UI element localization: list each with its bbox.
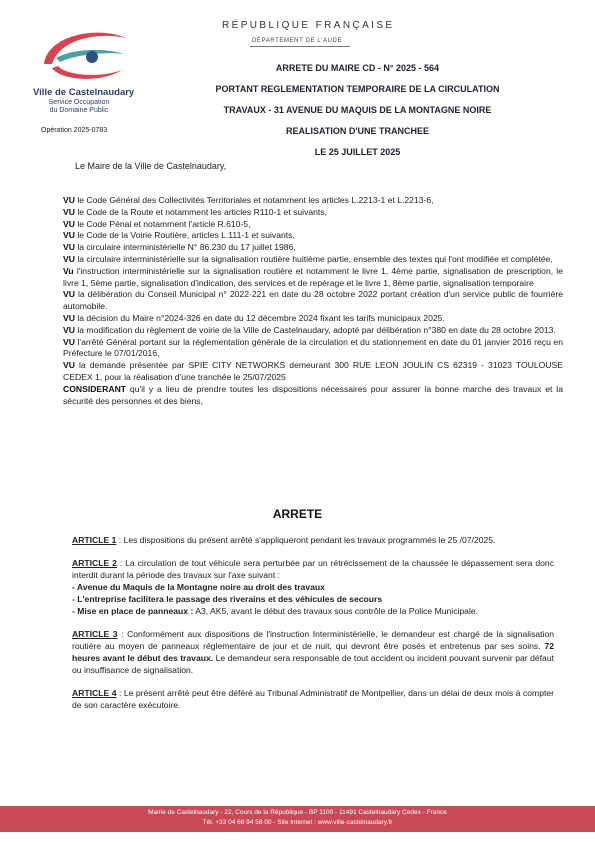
reference-item: VU le Code Pénal et notamment l'article R.610-5, [63,218,251,229]
legal-references [63,195,563,407]
organization-name: Ville de Castelnaudary [33,87,135,98]
title-line-2: PORTANT REGLEMENTATION TEMPORAIRE DE LA CIRCULATION [215,84,500,94]
department-header: DÉPARTEMENT DE L'AUDE [252,38,343,44]
operation-number: Opération 2025-0783 [41,127,108,134]
article-2: ARTICLE 2 : La circulation de tout véhicule sera perturbée par un rétrécissement de la chaussée le dépassement sera donc interdit durant la période des travaux sur l'axe suivant : - Avenue du Maquis de la Montagne noire au droit des travaux - L'entreprise facilitera le passage des riverains et des véhicules de secours - Mise en place de panneaux : A3, AK5, avant le début des travaux sous contrôle de la Police Municipale. [72,558,554,616]
articles-section [72,534,554,722]
reference-item: VU la demande présentée par SPIE CITY NETWORKS demeurant 300 RUE LEON JOULIN CS 62319 - 31023 TOULOUSE CEDEX 1, pour la réalisation d'une tranchée le 25/07/2025 [63,360,563,382]
arrete-heading: ARRETE [272,507,323,521]
service-name [33,99,125,115]
reference-item: Vu l'instruction interministérielle sur la signalisation routière et notamment le livre 1, 4ème partie, signalisation de prescription, le livre 1, 5ème partie, signalisation d'indication, des services et de repérage et le livre 1, 8ème partie, signalisation temporaire [63,265,563,288]
article-1: ARTICLE 1 : Les dispositions du présent arrêté s'appliqueront pendant les travaux programmés le 25 /07/2025. [72,535,496,545]
article-4-title: ARTICLE 4 [72,688,117,698]
intro-line: Le Maire de la Ville de Castelnaudary, [75,161,227,171]
reference-item: VU la délibération du Conseil Municipal n° 2022-221 en date du 28 octobre 2022 portant création d'un service public de fourrière automobile. [63,289,563,312]
footer-banner [0,806,595,832]
service-line-1: Service Occupation [48,99,110,106]
reference-item: VU la modification du règlement de voirie de la Ville de Castelnaudary, adopté par délibération n°380 en date du 28 octobre 2013. [63,324,556,335]
title-line-1: ARRETE DU MAIRE CD - N° 2025 - 564 [275,63,440,73]
reference-item: VU le Code de la Voirie Routière, articles L.111-1 et suivants, [63,230,295,241]
article-4: ARTICLE 4 : Le présent arrêté peut être déféré au Tribunal Administratif de Montpellier, dans un délai de deux mois à compter de son caractère exécutoire. [72,688,554,710]
reference-item: VU la décision du Maire n°2024-326 en date du 12 décembre 2024 fixant les tarifs municipaux 2025. [63,312,445,323]
footer-address: Mairie de Castelnaudary - 22, Cours de la République - BP 1100 - 11491 Castelnaudary Cedex - France [148,809,447,816]
article-2-bullet: - Avenue du Maquis de la Montagne noire au droit des travaux [72,582,325,592]
service-line-2: du Domaine Public [49,107,109,114]
reference-item: VU le Code de la Route et notamment les articles R110-1 et suivants, [63,206,328,217]
reference-item: VU la circulaire interministérielle N° 86.230 du 17 juillet 1986, [63,242,296,253]
reference-item: VU l'arrêté Général portant sur la réglementation générale de la circulation et du stationnement en date du 01 janvier 2016 reçu en Préfecture le 07/01/2016, [63,336,563,359]
title-line-3: TRAVAUX - 31 AVENUE DU MAQUIS DE LA MONTAGNE NOIRE [223,105,492,115]
city-logo [30,24,130,86]
article-3-title: ARTICLE 3 [72,629,118,639]
article-2-title: ARTICLE 2 [72,558,117,568]
document-title [170,58,545,163]
footer-contact: Tél. +33 04 68 94 58 00 - Site Internet : www.ville-castelnaudary.fr [202,819,393,826]
article-2-bullet: - L'entreprise facilitera le passage des riverains et des véhicules de secours [72,594,383,604]
reference-item: VU la circulaire interministérielle sur la signalisation routière huitième partie, ensemble des textes qui l'ont modifiée et complétée, [63,253,553,264]
republic-header: RÉPUBLIQUE FRANÇAISE [222,20,395,31]
reference-item: VU le Code Général des Collectivités Territoriales et notamment les articles L.2213-1 et L.2213-6, [63,195,434,205]
article-3: ARTICLE 3 : Conformément aux dispositions de l'instruction Interministérielle, le demandeur est chargé de la signalisation routière au moyen de panneaux réglementaire de jour et de nuit, qui devront être posés et entretenus par ses soins. 72 heures avant le début des travaux. Le demandeur sera responsable de tout accident ou incident pouvant survenir par défaut ou insuffisance de signalisation. [72,629,554,675]
title-line-4: REALISATION D'UNE TRANCHEE [286,126,429,136]
reference-item: CONSIDERANT qu'il y a lieu de prendre toutes les dispositions nécessaires pour assurer la bonne marche des travaux et la sécurité des personnes et des biens, [63,383,563,406]
article-1-title: ARTICLE 1 [72,535,117,545]
article-2-bullet: - Mise en place de panneaux : A3, AK5, avant le début des travaux sous contrôle de la Police Municipale. [72,606,479,616]
title-line-5: LE 25 JUILLET 2025 [314,147,401,157]
header-separator [250,46,350,47]
